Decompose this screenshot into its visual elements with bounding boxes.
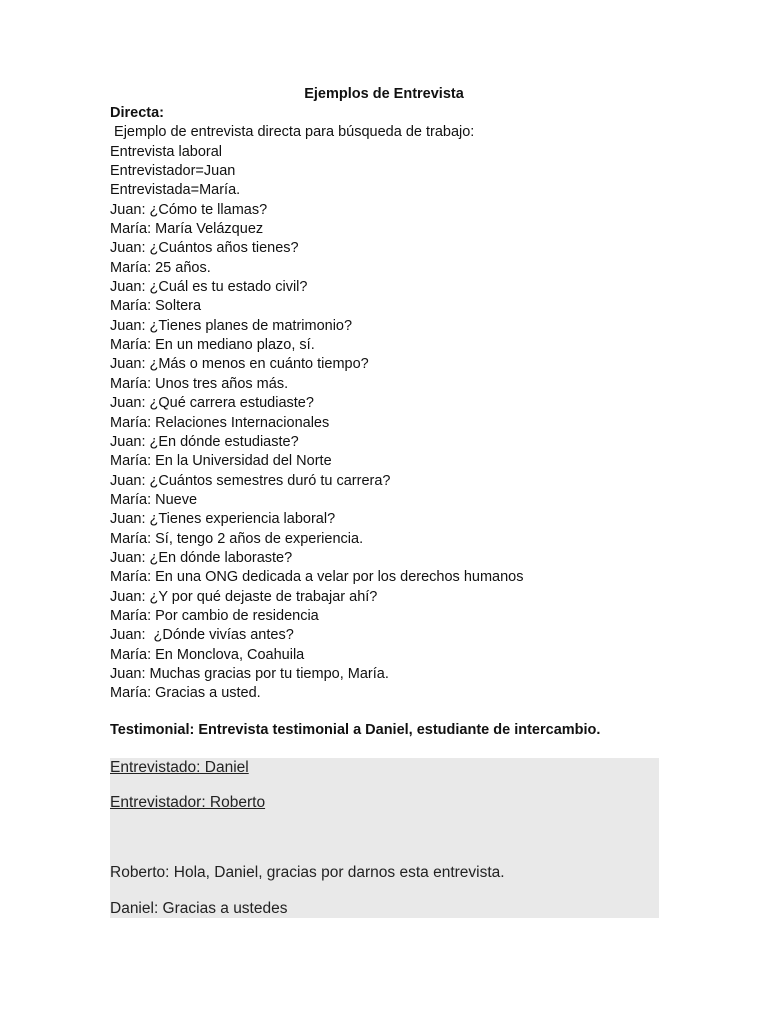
directa-intro: Ejemplo de entrevista directa para búsqueda de trabajo:: [110, 124, 475, 141]
testimonial-line: Daniel: Gracias a ustedes: [110, 900, 288, 917]
interview-lines: [110, 143, 670, 704]
interview-line: Juan: ¿Qué carrera estudiaste?: [110, 395, 314, 412]
interview-line: Juan: ¿Más o menos en cuánto tiempo?: [110, 356, 369, 373]
interview-line: María: En Monclova, Coahuila: [110, 646, 305, 663]
interview-line: Juan: ¿Cuántos años tienes?: [110, 240, 299, 257]
interview-line: Juan: ¿Tienes experiencia laboral?: [110, 511, 336, 528]
interview-line: María: Nueve: [110, 491, 198, 508]
interview-line: María: María Velázquez: [110, 221, 264, 238]
document-title: Ejemplos de Entrevista: [304, 86, 464, 102]
interview-line: Juan: ¿Cuál es tu estado civil?: [110, 279, 308, 296]
interview-line: Juan: Muchas gracias por tu tiempo, María.: [110, 665, 389, 682]
interview-line: Juan: ¿Y por qué dejaste de trabajar ahí?: [110, 588, 378, 605]
interview-line: María: En la Universidad del Norte: [110, 453, 332, 470]
interview-line: Juan: ¿En dónde estudiaste?: [110, 433, 299, 450]
interview-line: María: Relaciones Internacionales: [110, 414, 330, 431]
interviewer-label: Entrevistador: Roberto: [110, 794, 266, 811]
interview-line: Entrevistador=Juan: [110, 163, 236, 180]
interview-line: María: Soltera: [110, 298, 202, 315]
interview-line: María: Sí, tengo 2 años de experiencia.: [110, 530, 364, 547]
testimonial-line: Roberto: Hola, Daniel, gracias por darnos esta entrevista.: [110, 864, 505, 881]
interview-line: María: En una ONG dedicada a velar por los derechos humanos: [110, 569, 524, 586]
interview-line: Juan: ¿Dónde vivías antes?: [110, 627, 294, 644]
testimonial-box: [110, 758, 659, 918]
interview-line: Juan: ¿Cuántos semestres duró tu carrera?: [110, 472, 391, 489]
interview-line: María: Gracias a usted.: [110, 685, 261, 702]
interview-line: María: En un mediano plazo, sí.: [110, 337, 315, 354]
interview-line: Entrevista laboral: [110, 143, 223, 160]
interview-line: Juan: ¿Tienes planes de matrimonio?: [110, 317, 353, 334]
interview-line: María: Unos tres años más.: [110, 375, 289, 392]
interview-line: Entrevistada=María.: [110, 182, 241, 199]
directa-section: [110, 104, 670, 704]
interview-line: María: Por cambio de residencia: [110, 607, 319, 624]
interviewee-label: Entrevistado: Daniel: [110, 759, 249, 776]
directa-heading: Directa:: [110, 105, 164, 121]
interview-line: María: 25 años.: [110, 259, 211, 276]
testimonial-heading: Testimonial: Entrevista testimonial a Daniel, estudiante de intercambio.: [110, 722, 601, 738]
interview-line: Juan: ¿En dónde laboraste?: [110, 549, 293, 566]
interview-line: Juan: ¿Cómo te llamas?: [110, 201, 268, 218]
